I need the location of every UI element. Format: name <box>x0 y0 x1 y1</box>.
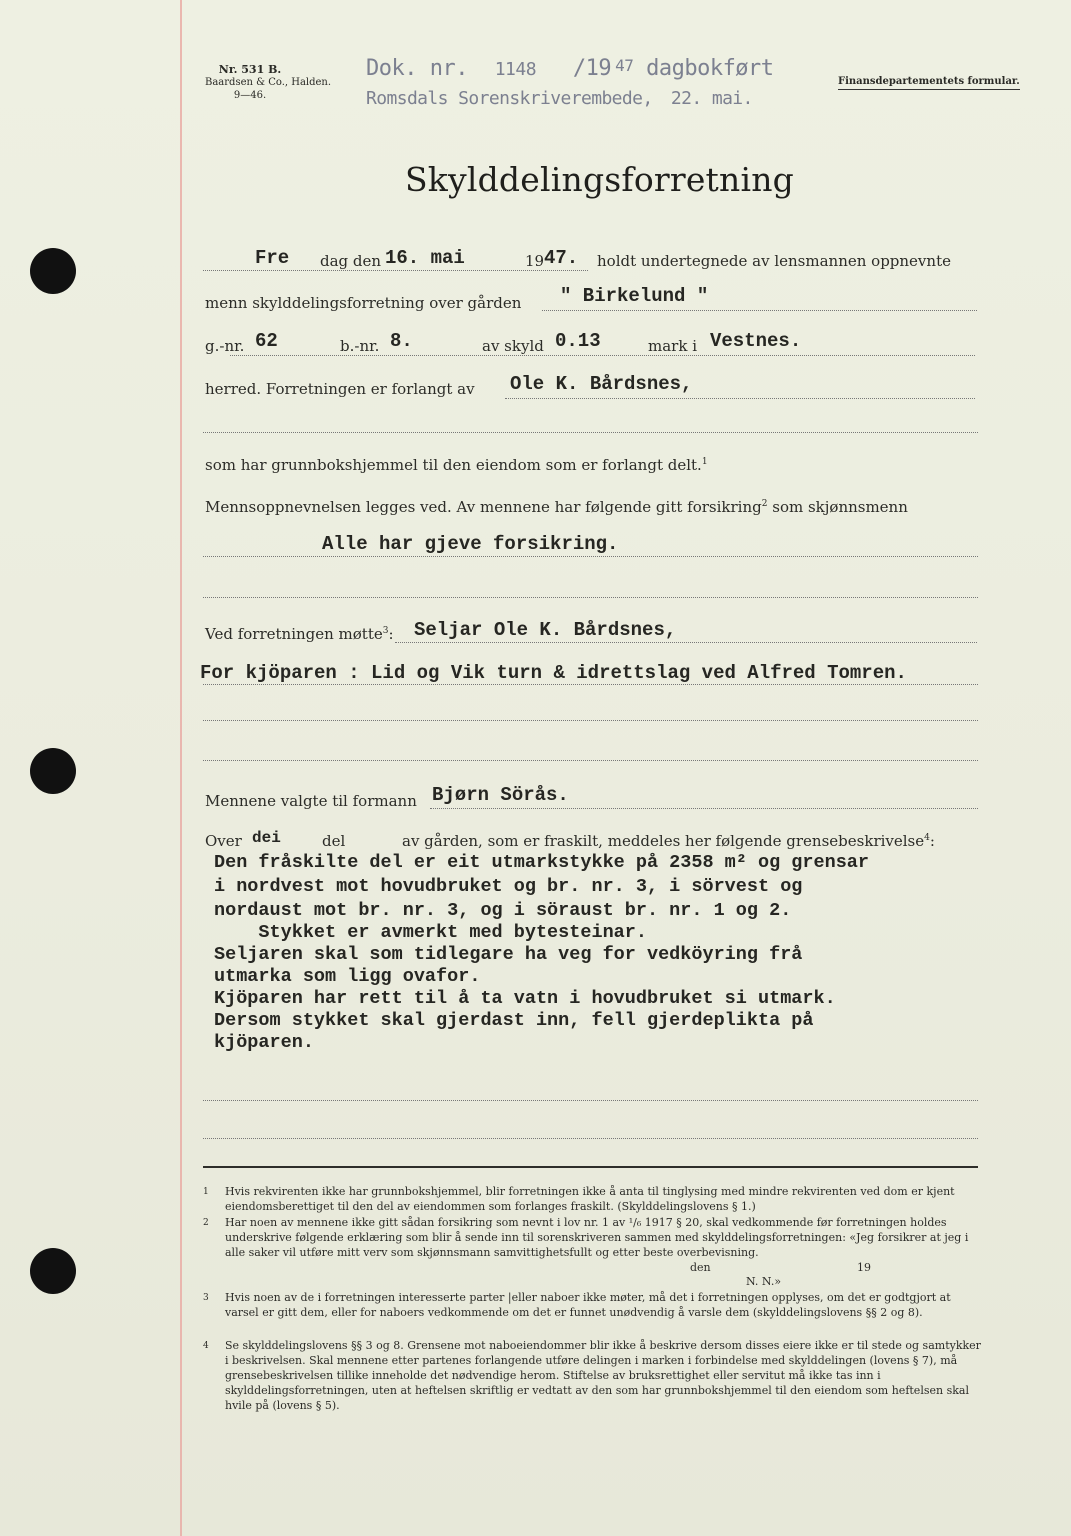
farm-name: " Birkelund " <box>560 285 709 307</box>
weekday: Fre <box>255 247 290 269</box>
requested-by: Ole K. Bårdsnes, <box>510 373 693 395</box>
footnote-ref-2: 2 <box>761 499 768 509</box>
skyld-value: 0.13 <box>555 330 601 352</box>
stamp-office: Romsdals Sorenskriverembede, <box>366 88 653 109</box>
attended-buyer: For kjöparen : Lid og Vik turn & idrettslag ved Alfred Tomren. <box>200 662 907 684</box>
printer-imprint <box>205 63 332 102</box>
footnote-number: 3 <box>203 1293 209 1303</box>
boundary-line-6: utmarka som ligg ovafor. <box>214 966 481 987</box>
dotted-line <box>230 355 975 356</box>
stamp-year-prefix: /19 <box>572 56 612 81</box>
insurance-value: Alle har gjeve forsikring. <box>322 533 619 555</box>
footnote-number: 2 <box>203 1218 209 1228</box>
menn-text <box>205 498 908 516</box>
chair-label: Mennene valgte til formann <box>205 792 417 810</box>
boundary-line-4: Stykket er avmerkt med bytesteinar. <box>214 922 647 943</box>
footnote-4 <box>203 1338 983 1413</box>
grunnbok-text-body: som har grunnbokshjemmel til den eiendom som er forlangt delt. <box>205 456 702 474</box>
attended-label-text: Ved forretningen møtte <box>205 625 383 643</box>
boundary-line-5: Seljaren skal som tidlegare ha veg for vedköyring frå <box>214 944 803 965</box>
footnote2-sign: N. N.» <box>746 1275 782 1288</box>
footnote-2 <box>203 1215 983 1260</box>
held-text: holdt undertegnede av lensmannen oppnevnte <box>597 252 951 270</box>
skyld-label: av skyld <box>482 337 544 355</box>
footnote-text: Har noen av mennene ikke gitt sådan forsikring som nevnt i lov nr. 1 av ¹/₆ 1917 § 20, skal vedkommende før forretningen holdes underskrive følgende erklæring som blir å sende inn til sorenskriveren sammen med skylddelingsforretningen: «Jeg forsikrer at jeg i alle saker vil utføre mitt verv som skjønnsmann samvittighetsfullt og etter beste overbevisning. <box>225 1216 969 1259</box>
punch-hole-top <box>30 248 76 294</box>
printer-name: Baardsen & Co., Halden. <box>205 77 332 88</box>
grunnbok-text <box>205 456 708 474</box>
bnr-label: b.-nr. <box>340 337 380 355</box>
date-value: 16. mai <box>385 247 465 269</box>
stamp-doc-label: Dok. nr. <box>366 56 468 81</box>
boundary-line-7: Kjöparen har rett til å ta vatn i hovudbruket si utmark. <box>214 988 836 1009</box>
over-label: Over <box>205 832 242 850</box>
gnr-value: 62 <box>255 330 278 352</box>
footnote2-den: den <box>690 1261 711 1274</box>
chair-value: Bjørn Sörås. <box>432 784 569 806</box>
dotted-line <box>430 808 978 809</box>
dotted-line <box>395 642 977 643</box>
print-date: 9—46. <box>233 90 267 101</box>
municipality: Vestnes. <box>710 330 802 352</box>
mark-label: mark i <box>648 337 697 355</box>
registration-stamp-line1 <box>366 56 774 81</box>
punch-hole-middle <box>30 748 76 794</box>
boundary-intro-text: av gården, som er fraskilt, meddeles her følgende grensebeskrivelse <box>402 832 925 850</box>
footnote2-year: 19 <box>857 1261 871 1274</box>
footnote-ref-4: 4 <box>924 833 930 843</box>
boundary-line-9: kjöparen. <box>214 1032 314 1053</box>
dotted-line <box>203 556 978 557</box>
registration-stamp-line2 <box>366 88 753 109</box>
dotted-line <box>203 597 978 598</box>
boundary-line-2: i nordvest mot hovudbruket og br. nr. 3, i sörvest og <box>214 876 803 897</box>
footnote-ref-3: 3 <box>382 626 389 636</box>
dotted-line <box>203 720 978 721</box>
form-source: Finansdepartementets formular. <box>838 76 1020 90</box>
over-fill: dei <box>252 829 281 847</box>
gnr-label: g.-nr. <box>205 337 245 355</box>
year-suffix: 47. <box>544 247 579 269</box>
dotted-line <box>505 398 975 399</box>
dotted-line <box>203 760 978 761</box>
document-title: Skylddelingsforretning <box>405 160 795 199</box>
attended-label: Ved forretningen møtte$^3$: <box>205 625 394 643</box>
herred-text: herred. Forretningen er forlangt av <box>205 380 475 398</box>
footnote-3 <box>203 1290 983 1320</box>
dotted-line <box>203 684 978 685</box>
bnr-value: 8. <box>390 330 413 352</box>
stamp-diary: dagbokført <box>646 56 774 81</box>
menn-text-body: Mennsoppnevnelsen legges ved. Av mennene har følgende gitt forsikring <box>205 498 762 516</box>
over-garden-text: menn skylddelingsforretning over gården <box>205 294 522 312</box>
footnote-text: Se skylddelingslovens §§ 3 og 8. Grensene mot naboeiendommer blir ikke å beskrive dersom disses eiere ikke er til stede og samtykker i beskrivelsen. Skal mennene etter partenes forlangende utføre delingen i marken i forbindelse med skylddelingen (lovens § 7), må grensebeskrivelsen tillike inneholde det nødvendige herom. Stiftelse av bruksrettighet eller servitut må ikke tas inn i skylddelingsforretningen, uten at heftelsen skriftlig er vedtatt av den som har grunnbokshjemmel til den eiendom som heftelsen skal hvile på (lovens § 5). <box>225 1339 981 1412</box>
boundary-intro: av gården, som er fraskilt, meddeles her følgende grensebeskrivelse$^4$: <box>402 832 935 850</box>
menn-text-tail: som skjønnsmenn <box>772 498 908 516</box>
stamp-doc-number: 1148 <box>494 59 537 80</box>
dag-den-label: dag den <box>320 252 382 270</box>
stamp-date: 22. mai. <box>670 88 753 109</box>
margin-line <box>180 0 182 1536</box>
footnote-text: Hvis rekvirenten ikke har grunnbokshjemmel, blir forretningen ikke å anta til tinglysing med mindre rekvirenten ved dom er kjent eiendomsberettiget til den del av eiendommen som forlanges fraskilt. (Skylddelingslovens § 1.) <box>225 1185 955 1213</box>
footnote-text: Hvis noen av de i forretningen interesserte parter |eller naboer ikke møter, må det i forretningen opplyses, om det er godtgjort at varsel er gitt dem, eller for naboers vedkommende om det er funnet unødvendig å varsle dem (skylddelingslovens §§ 2 og 8). <box>225 1291 951 1319</box>
boundary-line-1: Den fråskilte del er eit utmarkstykke på 2358 m² og grensar <box>214 852 870 873</box>
dotted-line <box>203 1100 978 1101</box>
footnote-1 <box>203 1184 983 1214</box>
footnote-ref-1: 1 <box>701 457 708 467</box>
dotted-line <box>542 310 977 311</box>
boundary-line-3: nordaust mot br. nr. 3, og i söraust br. nr. 1 og 2. <box>214 900 792 921</box>
punch-hole-bottom <box>30 1248 76 1294</box>
footnote-number: 1 <box>203 1187 209 1197</box>
year-prefix: 19 <box>525 252 545 270</box>
footnote-number: 4 <box>203 1341 209 1351</box>
dotted-line <box>203 1138 978 1139</box>
boundary-line-8: Dersom stykket skal gjerdast inn, fell gjerdeplikta på <box>214 1010 814 1031</box>
form-number: Nr. 531 B. <box>218 63 282 76</box>
stamp-year-suffix: 47 <box>615 56 634 75</box>
footnote-rule <box>203 1166 978 1168</box>
del-label: del <box>322 832 346 850</box>
dotted-line <box>203 270 588 271</box>
dotted-line <box>203 432 978 433</box>
attended-seller: Seljar Ole K. Bårdsnes, <box>414 619 677 641</box>
